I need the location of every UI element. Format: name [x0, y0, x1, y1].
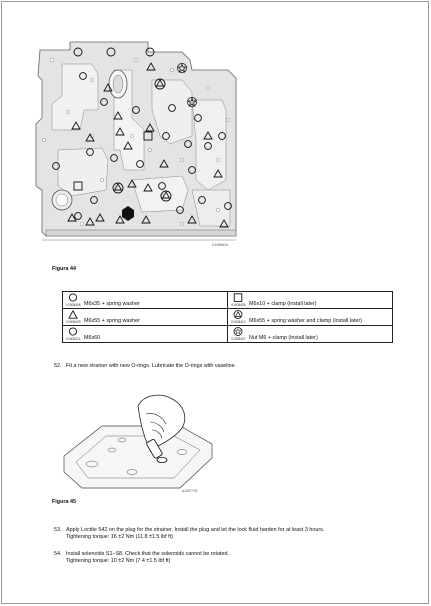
step-52-number: 52. [54, 363, 62, 369]
step-54-torque: Tightening torque: 10 ±2 Nm (7.4 ±1.5 lbf ft) [66, 558, 171, 564]
figure45-id: A1057792 [182, 489, 198, 493]
legend-description: M6x55 + spring washer and clamp (install later) [249, 318, 363, 324]
square-icon [233, 293, 243, 302]
star-circle-icon [233, 327, 243, 336]
legend-cell [63, 309, 228, 326]
legend-description: M6x35 + spring washer [84, 301, 140, 307]
legend-image-code: V1008409 [66, 319, 81, 324]
circle-triangle-icon [233, 310, 243, 319]
legend-cell [63, 326, 228, 343]
legend-image-code: V1008407 [231, 336, 246, 341]
circle-icon [68, 327, 78, 336]
legend-image-code: V1008409 [231, 302, 246, 307]
step-54-number: 54. [54, 551, 62, 557]
legend-description: M6x60 [84, 335, 101, 341]
legend-image-code: V1008410 [231, 319, 246, 324]
legend-row [63, 309, 393, 326]
circle-icon [68, 293, 78, 302]
strainer-install-drawing [62, 392, 222, 496]
step-53-number: 53. [54, 527, 62, 533]
step-53-torque: Tightening torque: 16 ±2 Nm (11.8 ±1.5 lbf ft) [66, 534, 173, 540]
triangle-icon [68, 310, 78, 319]
step-54 [54, 551, 229, 565]
bolt-legend-table [62, 291, 393, 343]
figure44-caption: Figura 44 [52, 266, 76, 272]
legend-cell [63, 292, 228, 309]
step-54-text: Install solenoids S1–S8. Check that the solenoids cannot be rotated. [66, 551, 230, 557]
legend-row [63, 326, 393, 343]
legend-description: M6x10 + clamp (install later) [249, 301, 317, 307]
legend-image-code: V1008408 [66, 302, 81, 307]
valve-body-diagram [32, 40, 246, 250]
legend-description: Nut M6 + clamp (install later) [249, 335, 318, 341]
legend-cell [228, 326, 393, 343]
legend-cell [228, 292, 393, 309]
legend-image-code: V1008411 [66, 336, 81, 341]
step-52 [54, 363, 236, 370]
step-53-text: Apply Loctite 542 on the plug for the strainer. Install the plug and let the lock fluid harden for at least 3 hours. [66, 527, 325, 533]
figure44-id: V1068404 [212, 243, 229, 247]
legend-row [63, 292, 393, 309]
manual-page [1, 1, 429, 604]
legend-description: M6x55 + spring washer [84, 318, 140, 324]
figure45-caption: Figura 45 [52, 499, 76, 505]
legend-cell [228, 309, 393, 326]
step-52-text: Fit a new strainer with new O-rings. Lubricate the O-rings with vaseline. [66, 363, 237, 369]
step-53 [54, 527, 324, 541]
